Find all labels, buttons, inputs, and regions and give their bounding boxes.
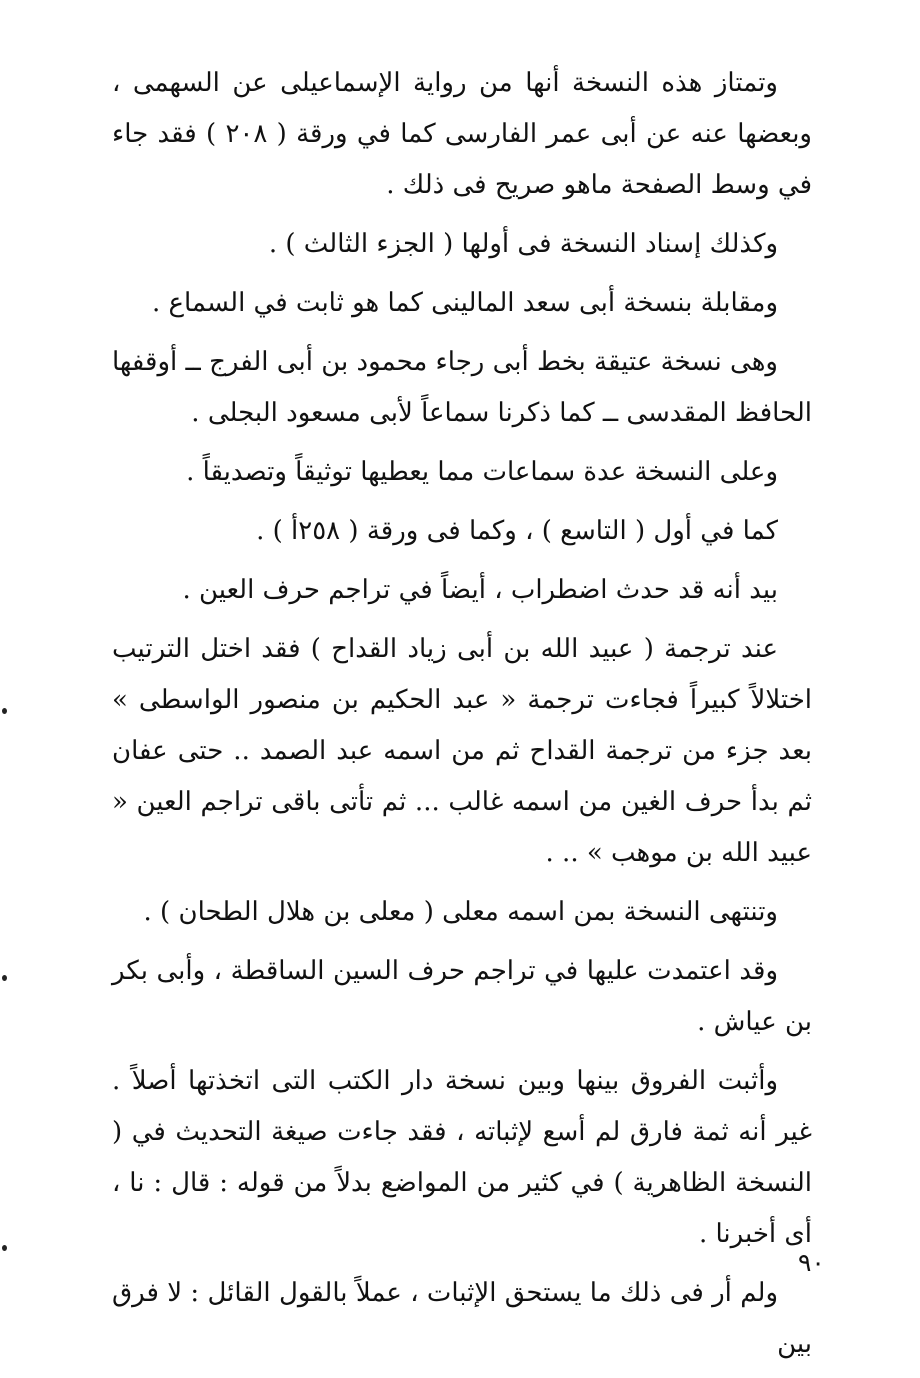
paragraph-1: وتمتاز هذه النسخة أنها من رواية الإسماعيلى عن السهمى ، وبعضها عنه عن أبى عمر الفارسى كما في ورقة ( ٢٠٨ ) فقد جاء في وسط الصفحة ماهو صريح فى ذلك . <box>112 68 812 200</box>
paragraph-10: وقد اعتمدت عليها في تراجم حرف السين الساقطة ، وأبى بكر بن عياش . <box>112 956 812 1037</box>
paragraph-12: ولم أر فى ذلك ما يستحق الإثبات ، عملاً بالقول القائل : لا فرق بين <box>112 1278 812 1359</box>
paragraph-2: وكذلك إسناد النسخة فى أولها ( الجزء الثالث ) . <box>268 229 778 259</box>
paragraph-9: وتنتهى النسخة بمن اسمه معلى ( معلى بن هلال الطحان ) . <box>143 897 778 927</box>
paragraph-4: وهى نسخة عتيقة بخط أبى رجاء محمود بن أبى الفرج ــ أوقفها الحافظ المقدسى ــ كما ذكرنا سماعاً لأبى مسعود البجلى . <box>112 347 812 428</box>
paragraph-8: عند ترجمة ( عبيد الله بن أبى زياد القداح ) فقد اختل الترتيب اختلالاً كبيراً فجاءت ترجمة « عبد الحكيم بن منصور الواسطى » بعد جزء من ترجمة القداح ثم من اسمه عبد الصمد .. حتى عفان ثم بدأ حرف الغين من اسمه غالب ... ثم تأتى باقى تراجم العين « عبيد الله بن موهب » .. . <box>112 634 812 868</box>
paragraph-3: ومقابلة بنسخة أبى سعد المالينى كما هو ثابت في السماع . <box>151 288 778 318</box>
paragraph-6: كما في أول ( التاسع ) ، وكما فى ورقة ( ٢٥٨أ ) . <box>256 516 778 546</box>
scan-speck <box>2 708 7 714</box>
page-body <box>112 58 812 1378</box>
scan-speck <box>2 1245 7 1251</box>
paragraph-7: بيد أنه قد حدث اضطراب ، أيضاً في تراجم حرف العين . <box>182 575 778 605</box>
scan-speck <box>2 975 7 981</box>
paragraph-5: وعلى النسخة عدة سماعات مما يعطيها توثيقاً وتصديقاً . <box>186 457 778 487</box>
page-number: ٩٠ <box>798 1248 825 1277</box>
paragraph-11: وأثبت الفروق بينها وبين نسخة دار الكتب التى اتخذتها أصلاً . غير أنه ثمة فارق لم أسع لإثباته ، فقد جاءت صيغة التحديث في ( النسخة الظاهرية ) في كثير من المواضع بدلاً من قوله : قال : نا ، أى أخبرنا . <box>112 1066 812 1249</box>
